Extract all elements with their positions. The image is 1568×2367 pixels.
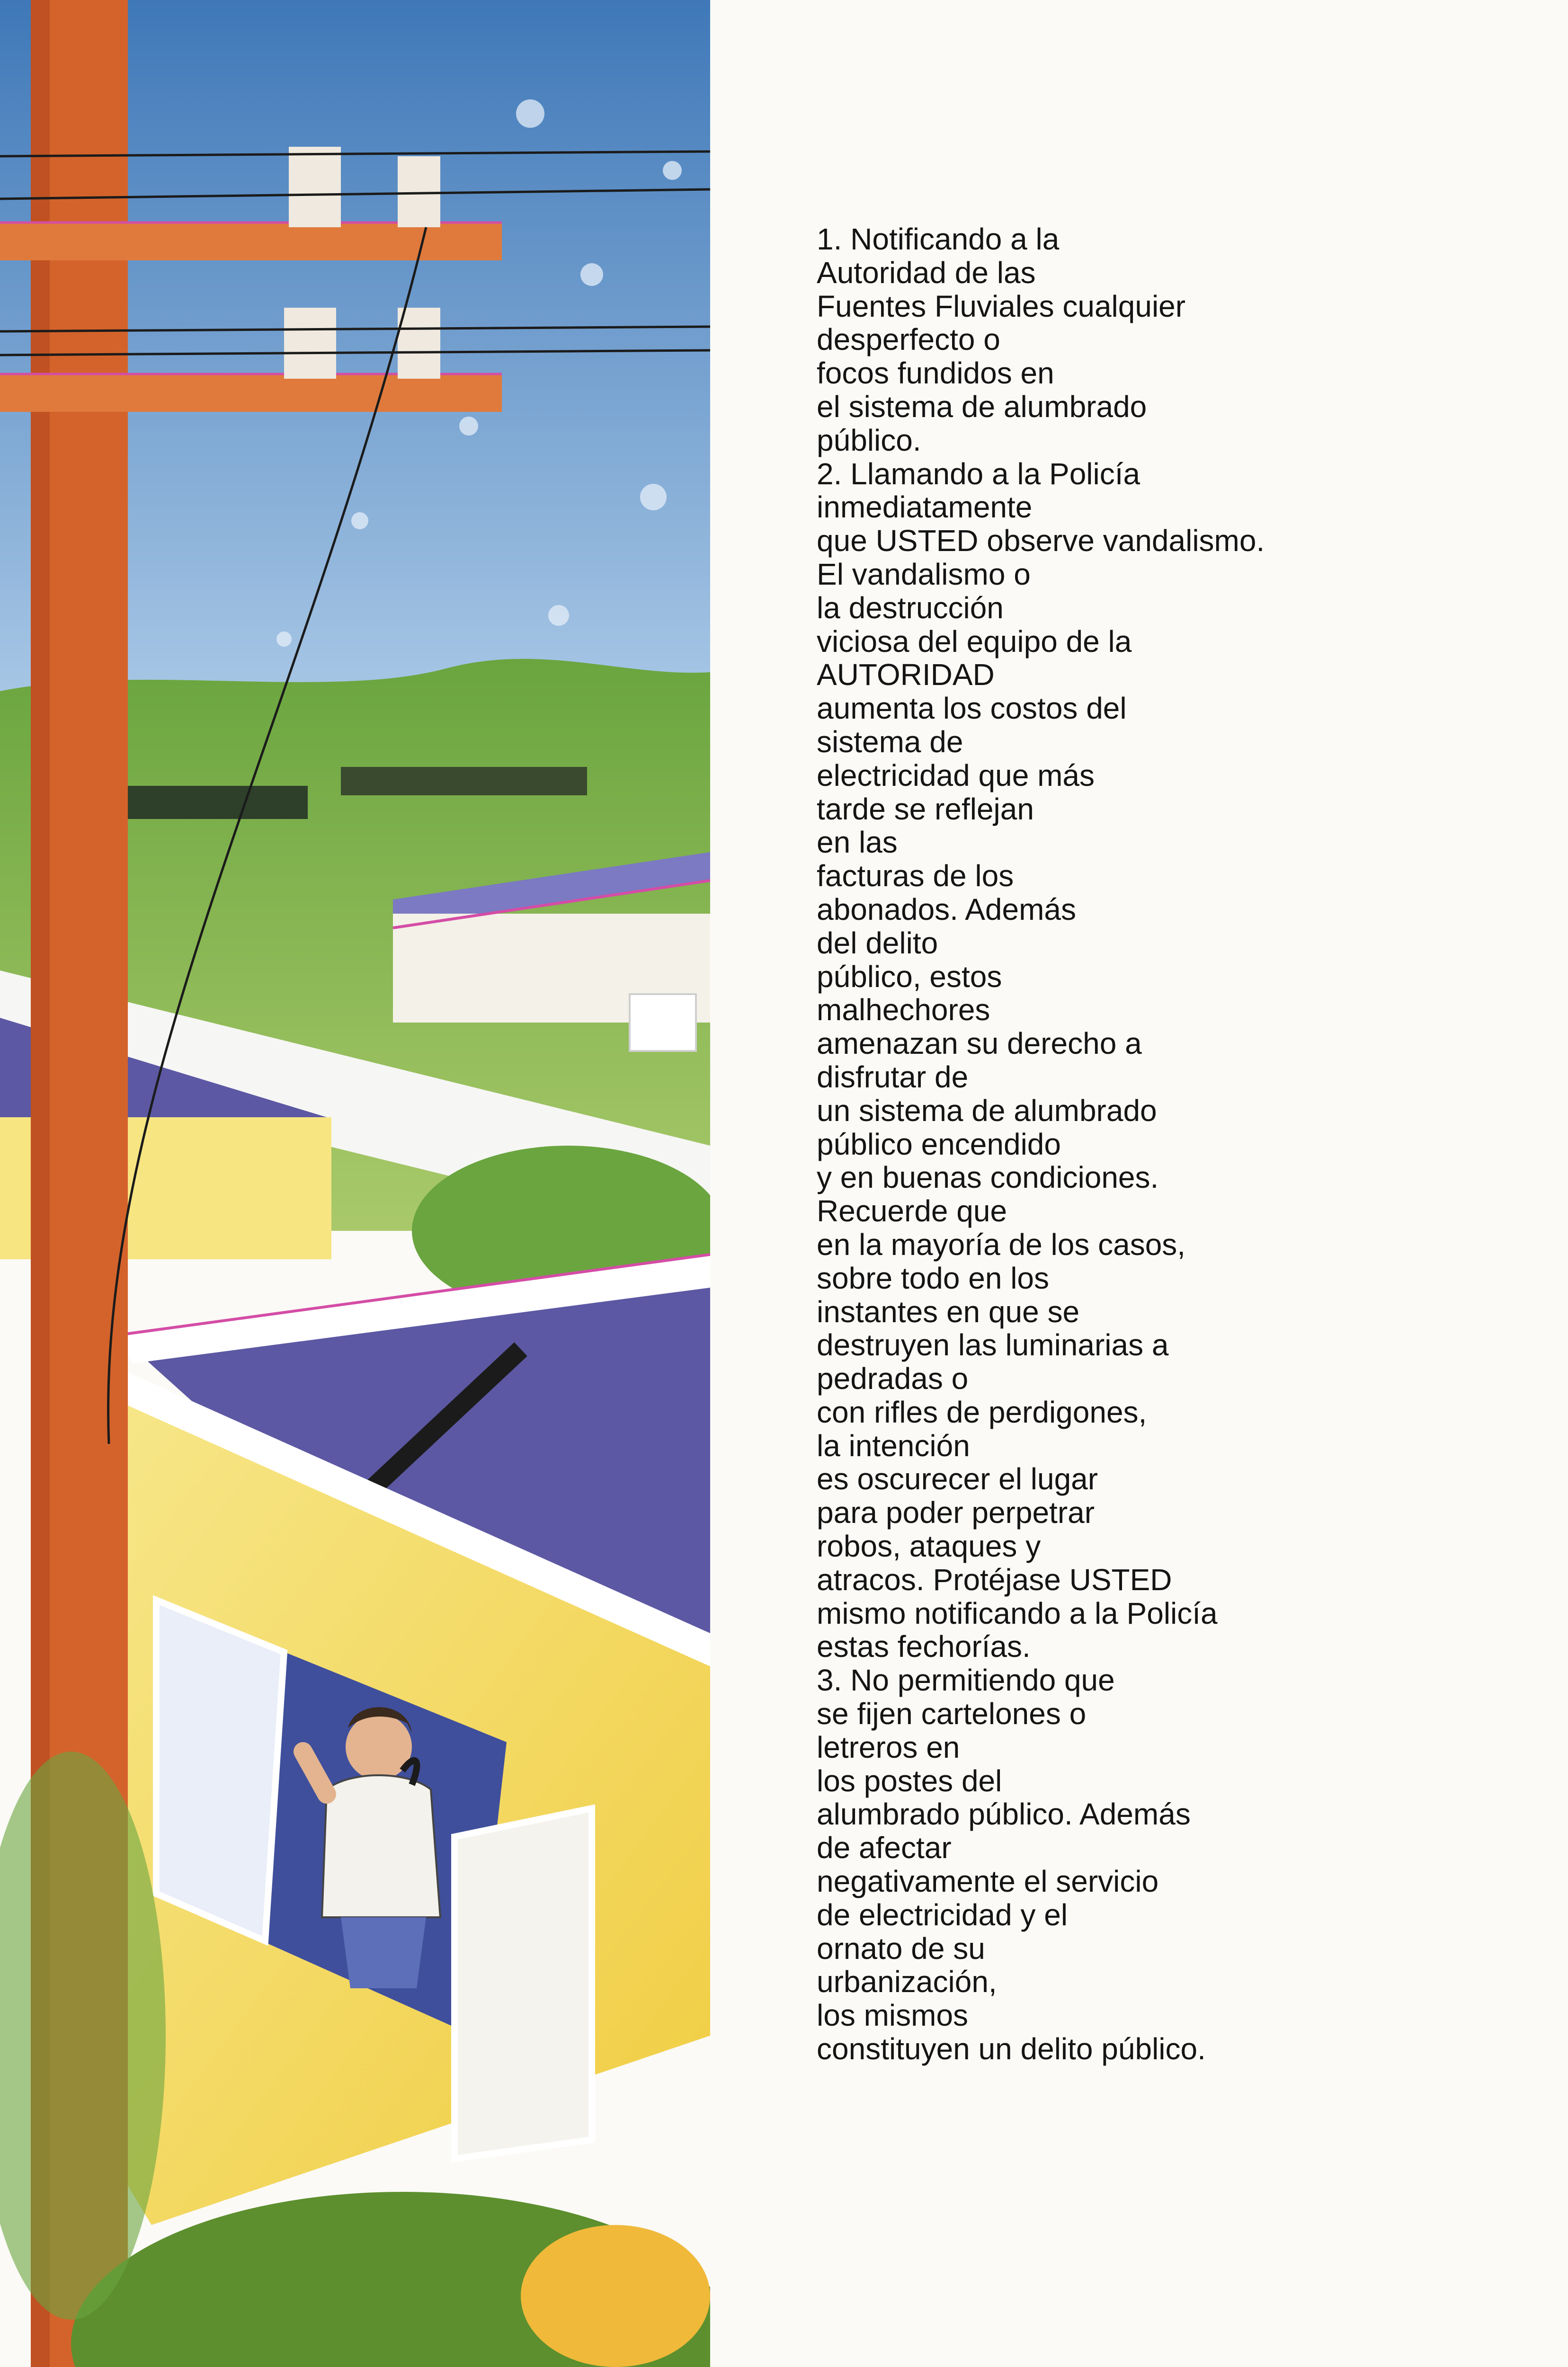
body-line: disfrutar de [817,1059,969,1094]
body-line: del delito [817,925,938,960]
body-line: facturas de los [817,859,1014,893]
body-line: AUTORIDAD [817,658,995,692]
body-line: y en buenas condiciones. [817,1160,1159,1195]
body-line: alumbrado público. Además [817,1797,1191,1832]
body-line: de electricidad y el [817,1897,1068,1932]
body-line: en la mayoría de los casos, [817,1227,1186,1262]
body-line: un sistema de alumbrado [817,1093,1157,1128]
dark-hedge-2 [341,767,587,795]
body-line: para poder perpetrar [817,1495,1095,1530]
body-line: desperfecto o [817,322,1000,357]
dark-hedge [118,786,308,819]
body-line: atracos. Protéjase USTED [817,1562,1172,1597]
body-line: viciosa del equipo de la [817,624,1132,658]
body-line: amenazan su derecho a [817,1026,1142,1061]
body-line: malhechores [817,993,990,1027]
body-line: público. [817,423,921,457]
body-line: constituyen un delito público. [817,2032,1206,2066]
body-line: 3. No permitiendo que [817,1663,1115,1698]
body-line: los postes del [817,1763,1002,1798]
body-line: 1. Notificando a la [817,222,1060,256]
body-line: destruyen las luminarias a [817,1328,1169,1362]
body-line: público, estos [817,959,1002,994]
body-line: con rifles de perdigones, [817,1395,1147,1429]
body-line: aumenta los costos del [817,691,1127,726]
body-line: el sistema de alumbrado [817,389,1147,424]
body-line: robos, ataques y [817,1529,1041,1564]
body-line: mismo notificando a la Policía [817,1596,1218,1630]
body-line: estas fechorías. [817,1629,1031,1664]
body-line: Autoridad de las [817,255,1036,290]
body-line: abonados. Además [817,892,1076,926]
body-line: electricidad que más [817,758,1095,792]
body-line: público encendido [817,1127,1061,1161]
body-line: la intención [817,1428,970,1463]
body-line: que USTED observe vandalismo. [817,524,1265,558]
body-line: sobre todo en los [817,1261,1049,1295]
body-line: ornato de su [817,1931,985,1966]
body-line: focos fundidos en [817,356,1054,391]
body-line: se fijen cartelones o [817,1697,1087,1731]
body-line: negativamente el servicio [817,1864,1159,1899]
body-line: los mismos [817,1998,969,2033]
body-line: Recuerde que [817,1194,1007,1228]
body-line: pedradas o [817,1361,969,1396]
body-line: urbanización, [817,1965,997,1999]
body-line: 2. Llamando a la Policía [817,456,1140,491]
illustration-svg [0,0,710,2367]
body-line: en las [817,825,898,860]
body-line: El vandalismo o [817,557,1031,591]
body-line: la destrucción [817,590,1004,625]
body-line: instantes en que se [817,1294,1080,1329]
window-caller-illustration [0,0,710,2367]
body-line: letreros en [817,1730,960,1764]
body-text [817,222,1432,2066]
body-line: tarde se reflejan [817,792,1034,826]
body-line: de afectar [817,1831,952,1865]
body-line: Fuentes Fluviales cualquier [817,289,1186,323]
body-line: inmediatamente [817,490,1033,525]
body-line: es oscurecer el lugar [817,1462,1098,1496]
body-line: sistema de [817,724,963,759]
person-shirt [322,1775,440,1917]
